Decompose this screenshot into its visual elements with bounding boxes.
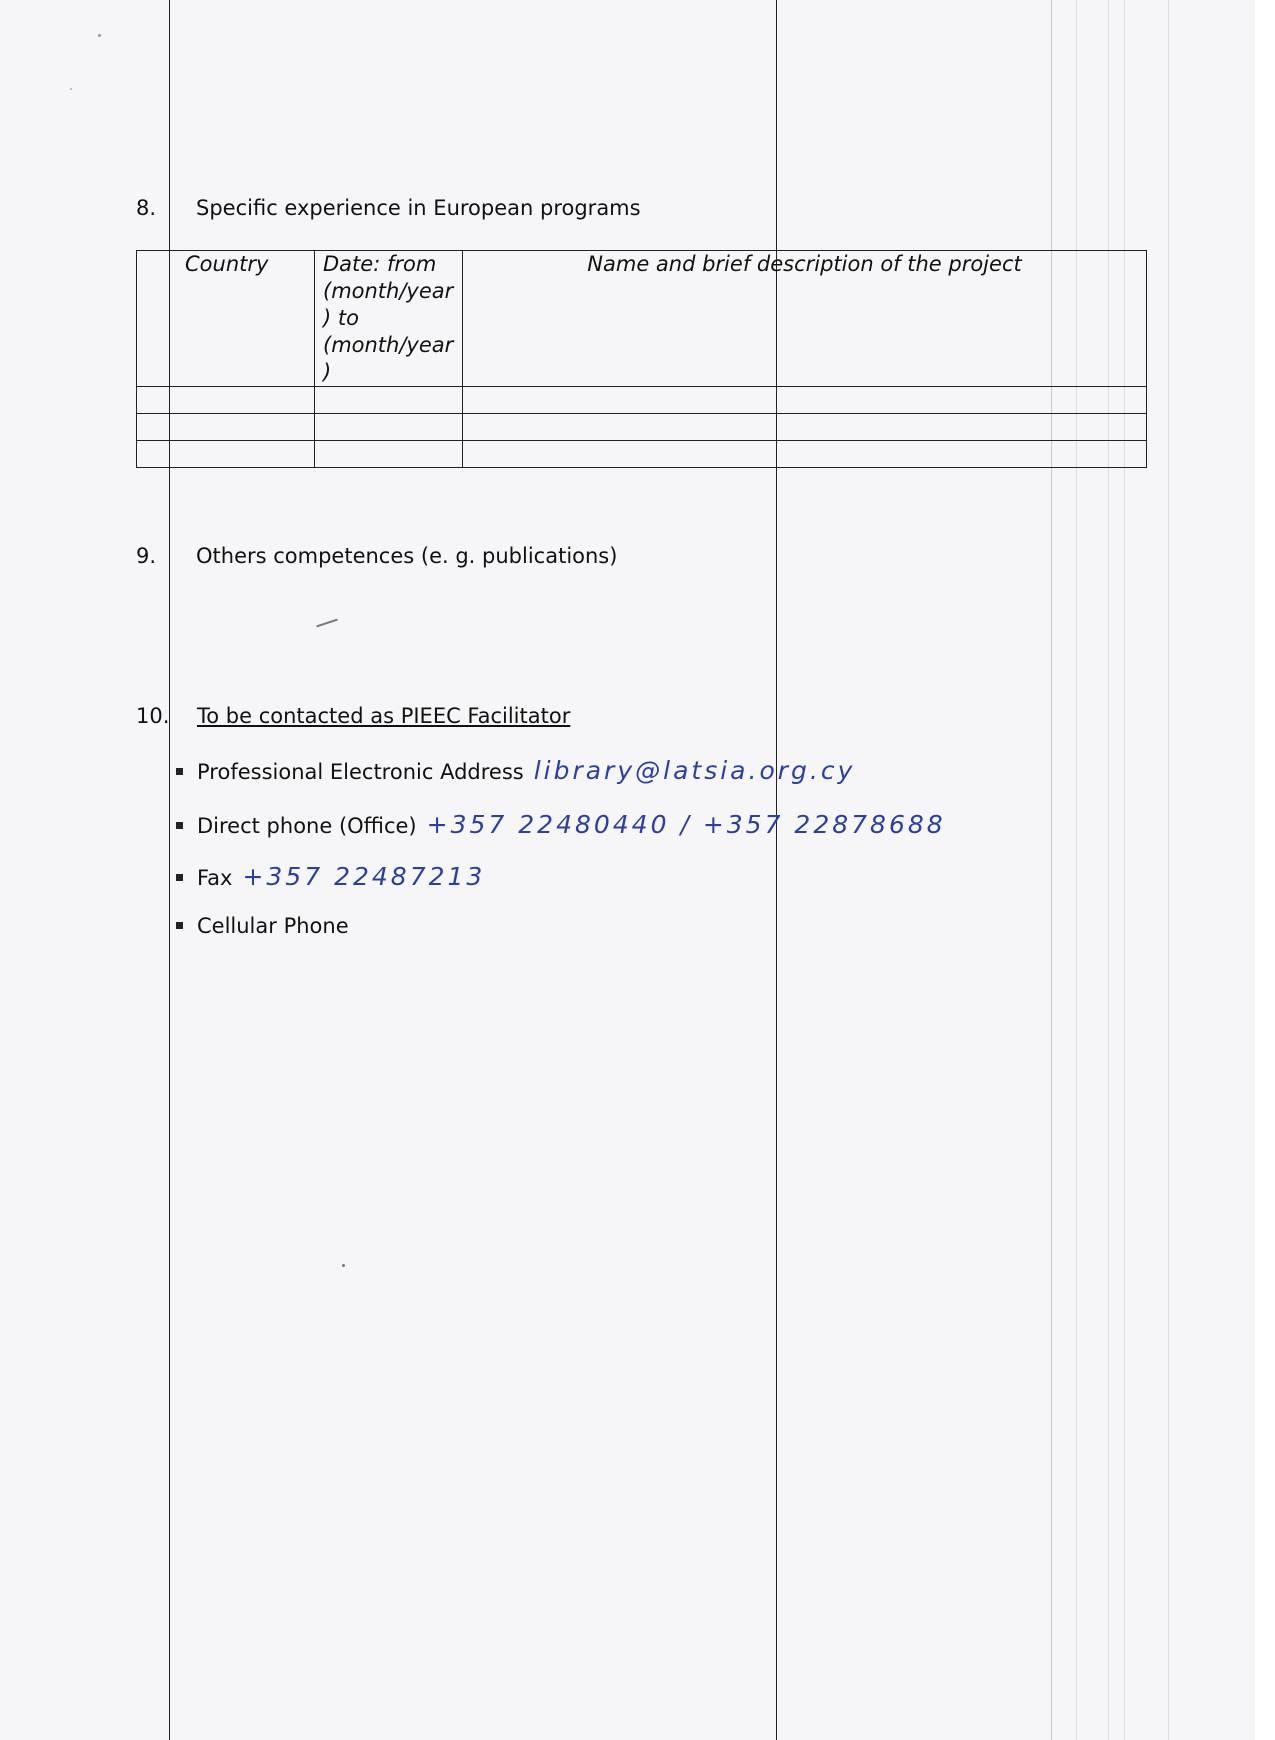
contact-phone-row xyxy=(176,810,946,839)
scan-speck xyxy=(98,34,101,37)
table-row xyxy=(137,441,1147,468)
contact-email-label: Professional Electronic Address xyxy=(197,760,524,784)
table-cell[interactable] xyxy=(315,387,463,414)
table-row xyxy=(137,387,1147,414)
contact-cellular-row xyxy=(176,914,359,938)
page-right-edge xyxy=(1255,0,1275,1740)
pen-mark xyxy=(316,619,338,628)
section-8-title: Specific experience in European programs xyxy=(196,196,641,220)
header-date-line-4: (month/year xyxy=(323,333,454,357)
header-description: Name and brief description of the project xyxy=(587,252,1022,276)
section-8-number: 8. xyxy=(136,196,157,220)
contact-fax-row xyxy=(176,862,485,891)
contact-phone-label: Direct phone (Office) xyxy=(197,814,417,838)
bullet-icon xyxy=(176,922,183,929)
table-cell[interactable] xyxy=(315,414,463,441)
table-cell[interactable] xyxy=(137,441,315,468)
contact-cellular-label: Cellular Phone xyxy=(197,914,349,938)
contact-fax-value[interactable]: +357 22487213 xyxy=(242,862,486,891)
table-cell[interactable] xyxy=(463,441,1147,468)
table-row xyxy=(137,414,1147,441)
header-country: Country xyxy=(185,252,269,276)
section-10-title: To be contacted as PIEEC Facilitator xyxy=(197,704,571,728)
contact-phone-value[interactable]: +357 22480440 / +357 22878688 xyxy=(426,810,946,839)
header-date-line-2: (month/year xyxy=(323,279,454,303)
table-cell[interactable] xyxy=(463,387,1147,414)
header-date-cell xyxy=(315,251,463,387)
bullet-icon xyxy=(176,768,183,775)
bullet-icon xyxy=(176,874,183,881)
contact-email-value[interactable]: library@latsia.org.cy xyxy=(533,756,856,785)
header-country-cell xyxy=(137,251,315,387)
table-cell[interactable] xyxy=(137,414,315,441)
table-header-row xyxy=(137,251,1147,387)
experience-table xyxy=(136,250,1147,468)
header-date-line-3: ) to xyxy=(323,306,359,330)
bullet-icon xyxy=(176,822,183,829)
scan-speck xyxy=(70,88,72,90)
table-cell[interactable] xyxy=(315,441,463,468)
section-9-number: 9. xyxy=(136,544,157,568)
contact-fax-label: Fax xyxy=(197,866,233,890)
section-9-title: Others competences (e. g. publications) xyxy=(196,544,618,568)
header-description-cell xyxy=(463,251,1147,387)
section-10-number: 10. xyxy=(136,704,170,728)
scan-speck xyxy=(342,1264,345,1267)
table-cell[interactable] xyxy=(463,414,1147,441)
page-edge-line-4 xyxy=(1168,0,1169,1740)
header-date-line-5: ) xyxy=(323,360,332,384)
table-cell[interactable] xyxy=(137,387,315,414)
contact-email-row xyxy=(176,756,855,785)
header-date-line-1: Date: from xyxy=(323,252,437,276)
